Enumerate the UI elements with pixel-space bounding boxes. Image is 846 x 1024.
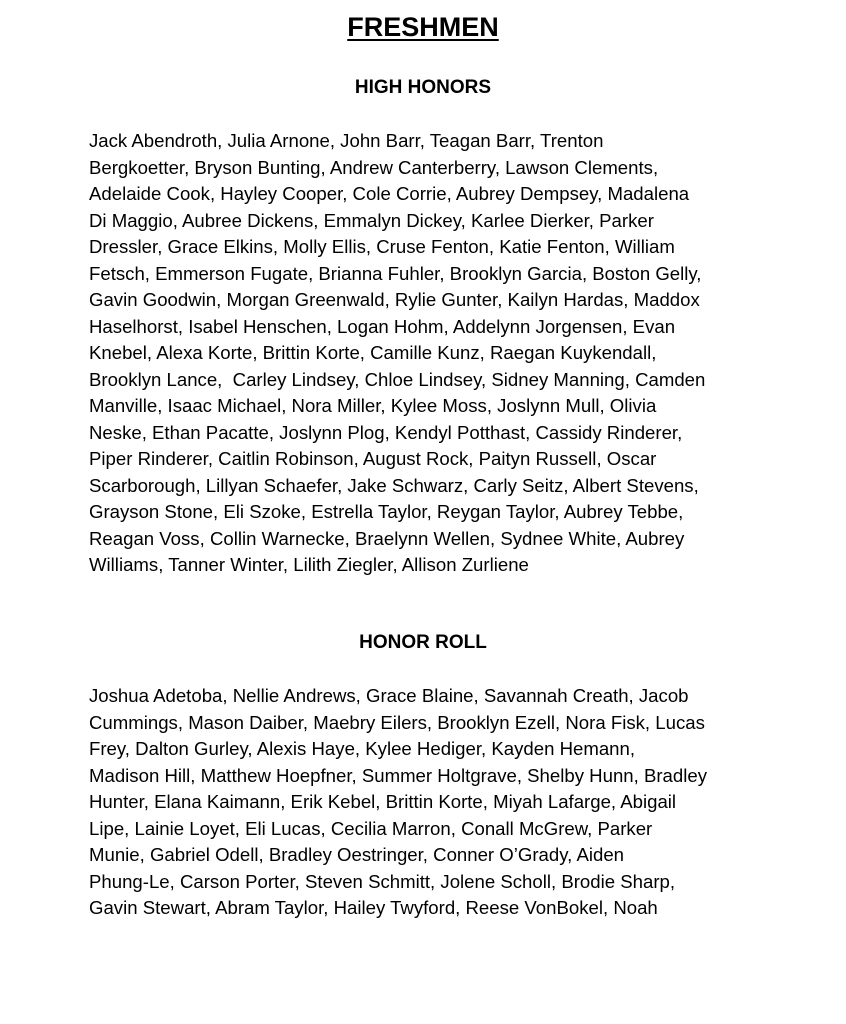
text-line: Munie, Gabriel Odell, Bradley Oestringer, Conner O’Grady, Aiden bbox=[89, 844, 624, 865]
section-heading-honor-roll: HONOR ROLL bbox=[359, 632, 487, 653]
honor-roll-names bbox=[89, 683, 757, 922]
text-line: Neske, Ethan Pacatte, Joslynn Plog, Kendyl Potthast, Cassidy Rinderer, bbox=[89, 421, 683, 443]
text-line: Di Maggio, Aubree Dickens, Emmalyn Dickey, Karlee Dierker, Parker bbox=[89, 209, 654, 231]
text-line: Frey, Dalton Gurley, Alexis Haye, Kylee Hediger, Kayden Hemann, bbox=[89, 738, 636, 759]
high-honors-names bbox=[89, 128, 757, 579]
text-line: Joshua Adetoba, Nellie Andrews, Grace Blaine, Savannah Creath, Jacob bbox=[89, 685, 689, 706]
text-line: Phung-Le, Carson Porter, Steven Schmitt, Jolene Scholl, Brodie Sharp, bbox=[89, 870, 676, 892]
text-line: Jack Abendroth, Julia Arnone, John Barr, Teagan Barr, Trenton bbox=[89, 130, 604, 151]
page-title: FRESHMEN bbox=[347, 12, 499, 42]
text-line: Williams, Tanner Winter, Lilith Ziegler, Allison Zurliene bbox=[89, 554, 529, 575]
text-line: Lipe, Lainie Loyet, Eli Lucas, Cecilia Marron, Conall McGrew, Parker bbox=[89, 817, 653, 839]
text-line: Bergkoetter, Bryson Bunting, Andrew Canterberry, Lawson Clements, bbox=[89, 156, 659, 178]
text-line: Haselhorst, Isabel Henschen, Logan Hohm, Addelynn Jorgensen, Evan bbox=[89, 315, 676, 337]
text-line: Brooklyn Lance, Carley Lindsey, Chloe Lindsey, Sidney Manning, Camden bbox=[89, 368, 706, 390]
text-line: Manville, Isaac Michael, Nora Miller, Kylee Moss, Joslynn Mull, Olivia bbox=[89, 395, 657, 416]
text-line: Grayson Stone, Eli Szoke, Estrella Taylor, Reygan Taylor, Aubrey Tebbe, bbox=[89, 501, 684, 522]
text-line: Dressler, Grace Elkins, Molly Ellis, Cruse Fenton, Katie Fenton, William bbox=[89, 236, 675, 257]
text-line: Gavin Stewart, Abram Taylor, Hailey Twyford, Reese VonBokel, Noah bbox=[89, 897, 658, 918]
text-line: Knebel, Alexa Korte, Brittin Korte, Camille Kunz, Raegan Kuykendall, bbox=[89, 342, 657, 363]
text-line: Piper Rinderer, Caitlin Robinson, August Rock, Paityn Russell, Oscar bbox=[89, 448, 657, 469]
text-line: Reagan Voss, Collin Warnecke, Braelynn Wellen, Sydnee White, Aubrey bbox=[89, 527, 685, 549]
text-line: Hunter, Elana Kaimann, Erik Kebel, Brittin Korte, Miyah Lafarge, Abigail bbox=[89, 791, 677, 812]
text-line: Gavin Goodwin, Morgan Greenwald, Rylie Gunter, Kailyn Hardas, Maddox bbox=[89, 289, 700, 310]
text-line: Adelaide Cook, Hayley Cooper, Cole Corrie, Aubrey Dempsey, Madalena bbox=[89, 183, 690, 204]
text-line: Madison Hill, Matthew Hoepfner, Summer Holtgrave, Shelby Hunn, Bradley bbox=[89, 764, 708, 786]
section-heading-high-honors: HIGH HONORS bbox=[354, 77, 492, 98]
text-line: Scarborough, Lillyan Schaefer, Jake Schwarz, Carly Seitz, Albert Stevens, bbox=[89, 474, 699, 496]
text-line: Fetsch, Emmerson Fugate, Brianna Fuhler, Brooklyn Garcia, Boston Gelly, bbox=[89, 262, 702, 284]
text-line: Cummings, Mason Daiber, Maebry Eilers, Brooklyn Ezell, Nora Fisk, Lucas bbox=[89, 711, 705, 733]
